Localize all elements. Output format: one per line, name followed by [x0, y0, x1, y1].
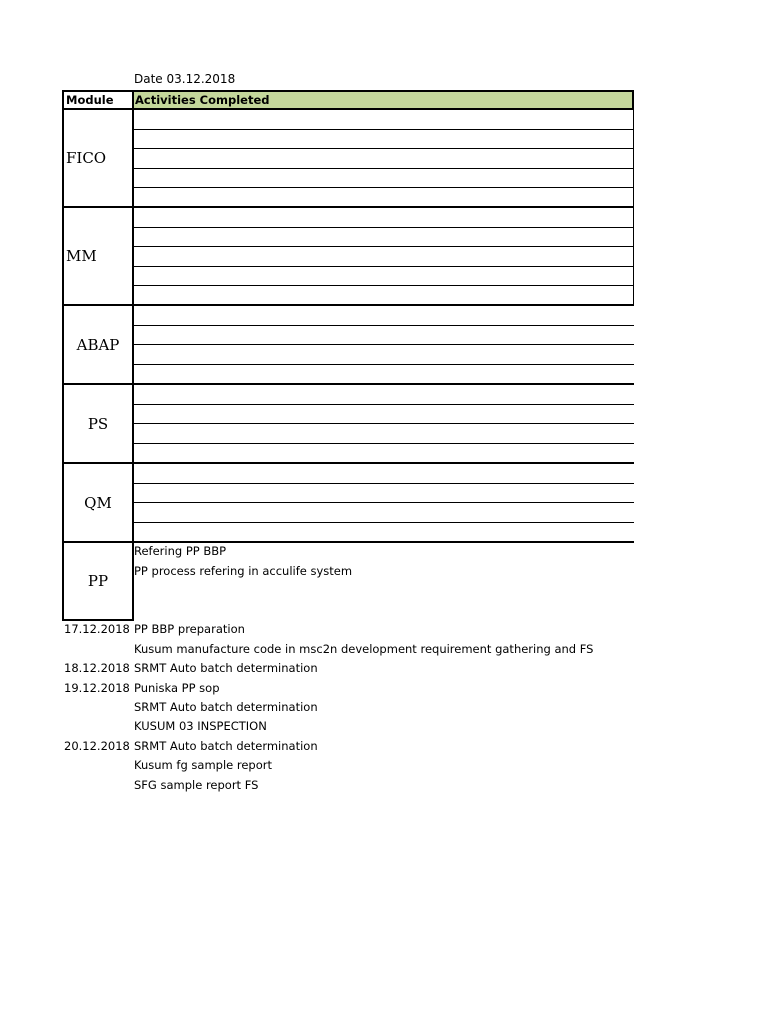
module-label-fico: FICO [66, 149, 107, 167]
module-fico-cell [62, 110, 134, 208]
mm-activity-rows [134, 208, 634, 306]
header-activities-completed: Activities Completed [134, 92, 632, 108]
pp-activity-2: PP process refering in acculife system [134, 564, 353, 578]
fico-activity-rows [134, 110, 634, 208]
log-date: 17.12.2018 [64, 622, 130, 636]
module-label-pp: PP [87, 572, 109, 590]
log-text: PP BBP preparation [134, 622, 245, 636]
module-ps-cell [62, 385, 134, 464]
qm-activity-rows [134, 464, 634, 543]
module-label-qm: QM [84, 493, 112, 512]
report-date: Date 03.12.2018 [134, 72, 236, 86]
pp-activity-1: Refering PP BBP [134, 544, 227, 558]
module-mm-cell [62, 208, 134, 306]
log-text: Kusum manufacture code in msc2n development requirement gathering and FS [134, 642, 594, 656]
log-text: SRMT Auto batch determination [134, 739, 318, 753]
module-label-ps: PS [87, 414, 109, 433]
log-date: 18.12.2018 [64, 661, 130, 675]
ps-activity-rows [134, 385, 634, 464]
abap-activity-rows [134, 306, 634, 385]
header-module: Module [64, 92, 134, 108]
module-pp-cell [62, 543, 134, 621]
log-text: SRMT Auto batch determination [134, 700, 318, 714]
log-text: Kusum fg sample report [134, 758, 272, 772]
log-text: SFG sample report FS [134, 778, 259, 792]
module-label-abap: ABAP [76, 335, 120, 354]
log-text: KUSUM 03 INSPECTION [134, 719, 267, 733]
log-text: SRMT Auto batch determination [134, 661, 318, 675]
module-qm-cell [62, 464, 134, 543]
log-date: 19.12.2018 [64, 681, 130, 695]
module-abap-cell [62, 306, 134, 385]
log-text: Puniska PP sop [134, 681, 220, 695]
table-header-row [62, 90, 634, 110]
module-label-mm: MM [66, 247, 97, 265]
log-date: 20.12.2018 [64, 739, 130, 753]
